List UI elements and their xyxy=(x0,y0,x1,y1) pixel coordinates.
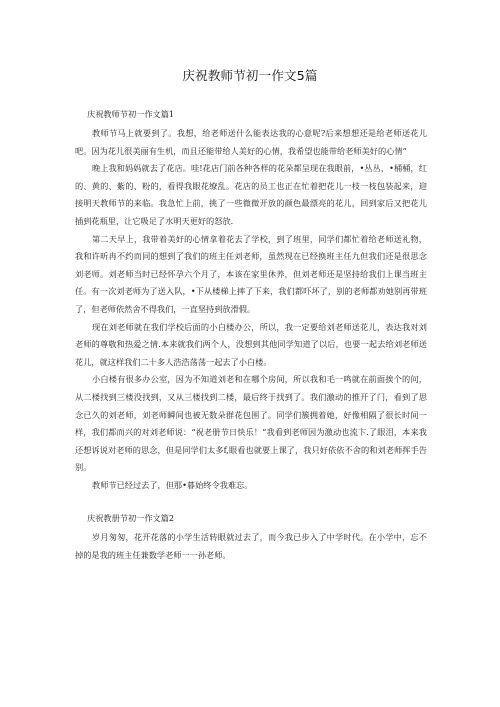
paragraph: 教师节已经过去了，但那•暮始终令我难忘。 xyxy=(92,479,253,490)
section-heading: 庆祝教师节初一作文篇1 xyxy=(87,109,175,119)
paragraph: 岁月匆匆，花开花落的小学生活转眼就过去了，而今我已步入了中学时代。在小学中，忘不掉的是我的班主任兼数学老师一一孙老师。 xyxy=(75,532,427,561)
document-title: 庆祝教师节初一作文5篇 xyxy=(182,68,318,83)
paragraph: 第二天早上，我带着美好的心情拿着花去了学校，到了班里，同学们都忙着给老师送礼物，我和许昕冉不约而同的想到了我们的班主任刘老师，虽然现在已经换班主任九但我们还是很思念刘老师。刘老师当时已经怀孕六个月了，本该在家里休养，但刘老师还是坚持给我们上课当班主任。有一次刘老师为了送入队，•下从楼梯上摔了下来，我们都吓坏了，别的老师都劝她别再带班了，但老师依然舍不得我们，一直坚持到放滑假。 xyxy=(75,233,427,314)
section-spacer xyxy=(75,494,427,512)
document-body xyxy=(75,108,427,565)
paragraph: 现在刘老师就在我们学校后面的小白楼办公，所以，我一定要给刘老师送花儿，表达我对刘老师的尊敬和热爱之情.本来就我们两个人，没想到其他同学知道了以后，也要一起去给刘老师送花儿，就这样我们二十多人浩浩荡荡一起去了小白楼。 xyxy=(75,321,427,367)
paragraph: 小白楼有很多办公室，因为不知道刘老和在哪个房间，所以我和毛一鸣就在前面挨个的问，从二楼找到三楼没找到，又从三楼找到二楼，最后终于找到了。我们激动的推开了门，看到了思念已久的刘老师，刘老师瞬间也被无数朵群花包围了。同学们簇拥着她，好像相隔了很长时间一样，我们都而兴的对刘老师说：“祝老册节日快乐！“我看到老师因为激动也流卞.了眼泪，本来我还想诉说对老师的思念，但是同学们太多f,眼看也就要上课了，我只好依依不舍的和刘老师挥手告别。 xyxy=(75,374,427,473)
paragraph: 晚上我和妈妈就去了花店。哇!花店门前各种各样的花朵都呈现在我眼前，•丛丛，•桶桶，红的、黄的、紫的、粉的，看得我眼花缭乱。花店的员工也正在忙着把花儿一枝一枝包装起来，迎接明天教师节的来临。我急忙上前，挑了一些微微开放的颜色最漂亮的花儿，回到家后又把花儿插到花瓶里，让它吸足了水明天更好的怒放. xyxy=(75,163,427,226)
paragraph: 教师节马上就要到了。我想，给老师送什么能表达我的心意呢?后来想想还是给老师送花儿吧。因为花儿很美丽有生机，而且还能带给人美好的心情，我希望也能带给老师美好的心情“ xyxy=(75,128,427,156)
section-heading: 庆祝教册节初一作文篇2 xyxy=(87,513,175,524)
